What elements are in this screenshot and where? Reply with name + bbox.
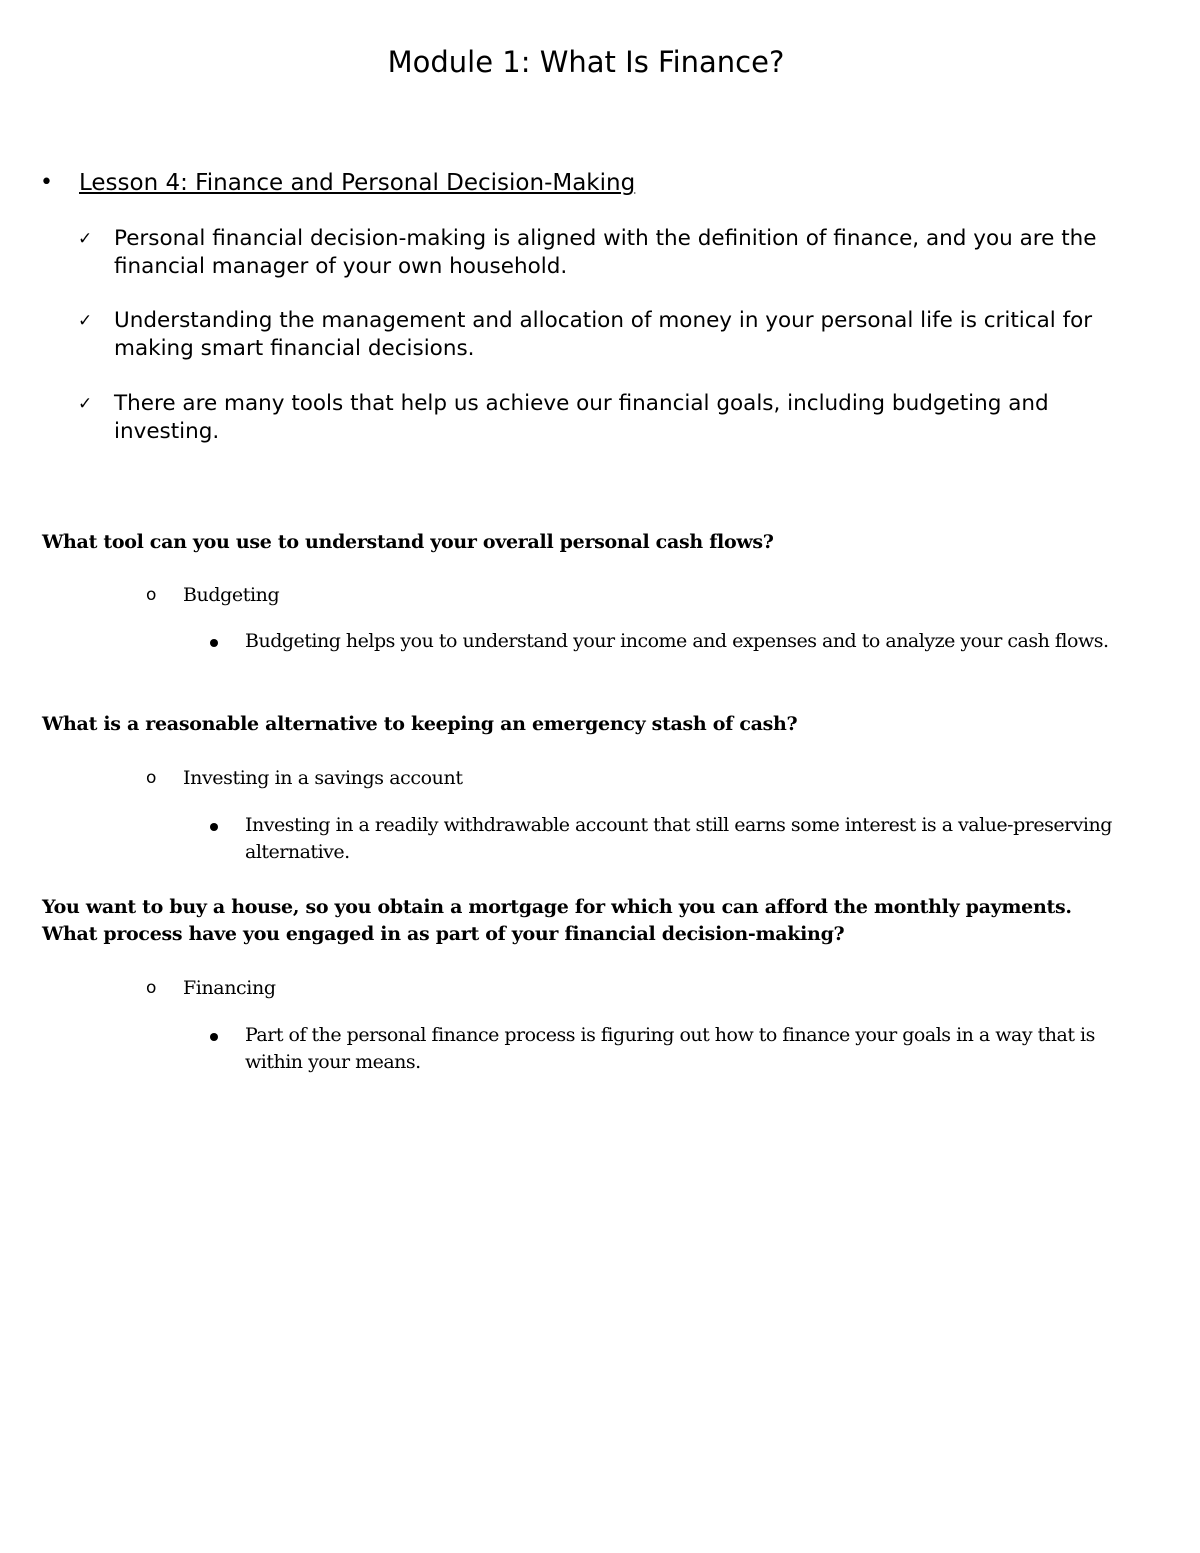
lesson-point xyxy=(78,390,1118,446)
question-2: What is a reasonable alternative to keeping an emergency stash of cash? xyxy=(42,713,798,735)
page-title: Module 1: What Is Finance? xyxy=(387,45,785,79)
answer-text: Investing in a savings account xyxy=(183,767,463,789)
answer-marker: o xyxy=(146,768,157,788)
lesson-point-text: There are many tools that help us achieve our financial goals, including budgeting and investing. xyxy=(114,391,1049,444)
answer-text: Budgeting xyxy=(183,584,280,606)
checkmark-icon: ✓ xyxy=(78,311,93,331)
question-1: What tool can you use to understand your overall personal cash flows? xyxy=(42,531,774,553)
bullet-dot-icon xyxy=(210,639,218,647)
bullet-dot-icon xyxy=(210,1033,218,1041)
lesson-point xyxy=(78,307,1118,363)
question-3: You want to buy a house, so you obtain a mortgage for which you can afford the monthly payments. What process have you engaged in as part of your financial decision-making? xyxy=(42,896,1072,945)
lesson-point xyxy=(78,225,1118,281)
lesson-point-text: Understanding the management and allocation of money in your personal life is critical for making smart financial decisions. xyxy=(114,308,1093,361)
explanation-3 xyxy=(208,1022,1138,1076)
lesson-title: Lesson 4: Finance and Personal Decision-Making xyxy=(79,170,636,196)
answer-text: Financing xyxy=(183,977,276,999)
checkmark-icon: ✓ xyxy=(78,229,93,249)
answer-marker: o xyxy=(146,585,157,605)
bullet-dot-icon xyxy=(210,823,218,831)
lesson-point-text: Personal financial decision-making is aligned with the definition of finance, and you are the financial manager of your own household. xyxy=(114,226,1097,279)
explanation-text: Part of the personal finance process is figuring out how to finance your goals in a way that is within your means. xyxy=(245,1024,1095,1073)
explanation-2 xyxy=(208,812,1138,866)
checkmark-icon: ✓ xyxy=(78,394,93,414)
lesson-bullet: • xyxy=(40,170,53,195)
explanation-text: Investing in a readily withdrawable account that still earns some interest is a value-preserving alternative. xyxy=(245,814,1112,863)
explanation-text: Budgeting helps you to understand your income and expenses and to analyze your cash flows. xyxy=(245,630,1109,652)
explanation-1 xyxy=(208,628,1138,655)
answer-marker: o xyxy=(146,978,157,998)
